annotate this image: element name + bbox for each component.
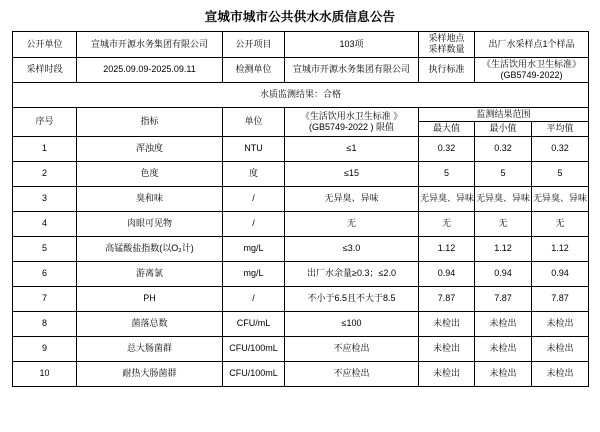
cell-unit: /: [223, 211, 285, 236]
cell-min: 0.94: [475, 261, 532, 286]
cell-limit: ≤3.0: [285, 236, 419, 261]
cell-min: 0.32: [475, 136, 532, 161]
cell-limit: 无异臭、异味: [285, 186, 419, 211]
col-header-unit: 单位: [223, 108, 285, 137]
sample-points-label: [419, 32, 475, 58]
cell-unit: /: [223, 186, 285, 211]
water-quality-report-table: [12, 31, 589, 387]
cell-max: 1.12: [419, 236, 475, 261]
execution-standard-line2: (GB5749-2022): [500, 69, 563, 80]
info-row-1: [13, 32, 589, 58]
cell-indicator: 肉眼可见物: [77, 211, 223, 236]
cell-min: 未检出: [475, 311, 532, 336]
cell-indicator: PH: [77, 286, 223, 311]
cell-min: 无: [475, 211, 532, 236]
cell-avg: 7.87: [532, 286, 589, 311]
cell-unit: 度: [223, 161, 285, 186]
table-row: [13, 361, 589, 386]
cell-index: 10: [13, 361, 77, 386]
cell-avg: 未检出: [532, 361, 589, 386]
table-row: [13, 236, 589, 261]
cell-min: 7.87: [475, 286, 532, 311]
col-header-index: 序号: [13, 108, 77, 137]
cell-indicator: 色度: [77, 161, 223, 186]
col-header-avg: 平均值: [532, 122, 589, 136]
table-row: [13, 136, 589, 161]
cell-index: 6: [13, 261, 77, 286]
cell-avg: 0.32: [532, 136, 589, 161]
cell-index: 5: [13, 236, 77, 261]
cell-max: 0.94: [419, 261, 475, 286]
table-header-row-1: [13, 108, 589, 122]
col-header-indicator: 指标: [77, 108, 223, 137]
info-row-2: [13, 57, 589, 83]
cell-unit: mg/L: [223, 261, 285, 286]
col-header-limit-line2: (GB5749-2022 ) 限值: [308, 121, 395, 132]
cell-limit: 无: [285, 211, 419, 236]
cell-index: 3: [13, 186, 77, 211]
sample-points-value: 出厂水采样点1个样品: [475, 32, 589, 58]
cell-max: 5: [419, 161, 475, 186]
cell-avg: 未检出: [532, 336, 589, 361]
cell-unit: CFU/100mL: [223, 336, 285, 361]
cell-limit: 不应检出: [285, 361, 419, 386]
cell-avg: 无: [532, 211, 589, 236]
execution-standard-label: 执行标准: [419, 57, 475, 83]
cell-index: 1: [13, 136, 77, 161]
table-row: [13, 286, 589, 311]
cell-limit: 出厂水余量≥0.3；≤2.0: [285, 261, 419, 286]
cell-index: 2: [13, 161, 77, 186]
public-project-label: 公开项目: [223, 32, 285, 58]
cell-index: 8: [13, 311, 77, 336]
cell-max: 未检出: [419, 336, 475, 361]
cell-indicator: 浑浊度: [77, 136, 223, 161]
detect-unit-label: 检测单位: [223, 57, 285, 83]
cell-min: 无异臭、异味: [475, 186, 532, 211]
result-banner-row: [13, 83, 589, 108]
cell-limit: 不应检出: [285, 336, 419, 361]
cell-avg: 1.12: [532, 236, 589, 261]
cell-limit: ≤15: [285, 161, 419, 186]
cell-avg: 5: [532, 161, 589, 186]
sample-period-value: 2025.09.09-2025.09.11: [77, 57, 223, 83]
cell-index: 9: [13, 336, 77, 361]
execution-standard-line1: 《生活饮用水卫生标准》: [482, 58, 582, 69]
cell-indicator: 耐热大肠菌群: [77, 361, 223, 386]
cell-indicator: 臭和味: [77, 186, 223, 211]
table-row: [13, 161, 589, 186]
cell-max: 未检出: [419, 361, 475, 386]
cell-unit: CFU/mL: [223, 311, 285, 336]
cell-indicator: 游离氯: [77, 261, 223, 286]
cell-limit: ≤1: [285, 136, 419, 161]
cell-limit: 不小于6.5且不大于8.5: [285, 286, 419, 311]
cell-indicator: 菌落总数: [77, 311, 223, 336]
table-row: [13, 211, 589, 236]
cell-indicator: 高锰酸盐指数(以O₂计): [77, 236, 223, 261]
cell-max: 无异臭、异味: [419, 186, 475, 211]
cell-min: 5: [475, 161, 532, 186]
cell-unit: CFU/100mL: [223, 361, 285, 386]
col-header-min: 最小值: [475, 122, 532, 136]
col-header-limit-line1: 《生活饮用水卫生标准 》: [300, 110, 403, 121]
cell-max: 无: [419, 211, 475, 236]
col-header-result-group: 监测结果范围: [419, 108, 589, 122]
cell-avg: 未检出: [532, 311, 589, 336]
cell-max: 7.87: [419, 286, 475, 311]
cell-limit: ≤100: [285, 311, 419, 336]
cell-indicator: 总大肠菌群: [77, 336, 223, 361]
col-header-max: 最大值: [419, 122, 475, 136]
execution-standard-value: [475, 57, 589, 83]
page-title: 宣城市城市公共供水水质信息公告: [204, 10, 396, 24]
cell-index: 7: [13, 286, 77, 311]
public-project-value: 103项: [285, 32, 419, 58]
public-unit-label: 公开单位: [13, 32, 77, 58]
cell-unit: /: [223, 286, 285, 311]
cell-unit: NTU: [223, 136, 285, 161]
detect-unit-value: 宣城市开源水务集团有限公司: [285, 57, 419, 83]
cell-max: 未检出: [419, 311, 475, 336]
cell-avg: 无异臭、异味: [532, 186, 589, 211]
cell-min: 1.12: [475, 236, 532, 261]
table-row: [13, 261, 589, 286]
sample-period-label: 采样时段: [13, 57, 77, 83]
result-banner: 水质监测结果：合格: [13, 83, 589, 108]
sample-points-label-line2: 采样数量: [428, 44, 465, 55]
cell-avg: 0.94: [532, 261, 589, 286]
table-row: [13, 186, 589, 211]
col-header-limit: [285, 108, 419, 137]
cell-min: 未检出: [475, 336, 532, 361]
public-unit-value: 宣城市开源水务集团有限公司: [77, 32, 223, 58]
cell-unit: mg/L: [223, 236, 285, 261]
table-row: [13, 336, 589, 361]
cell-max: 0.32: [419, 136, 475, 161]
sample-points-label-line1: 采样地点: [428, 33, 465, 43]
cell-min: 未检出: [475, 361, 532, 386]
cell-index: 4: [13, 211, 77, 236]
table-row: [13, 311, 589, 336]
